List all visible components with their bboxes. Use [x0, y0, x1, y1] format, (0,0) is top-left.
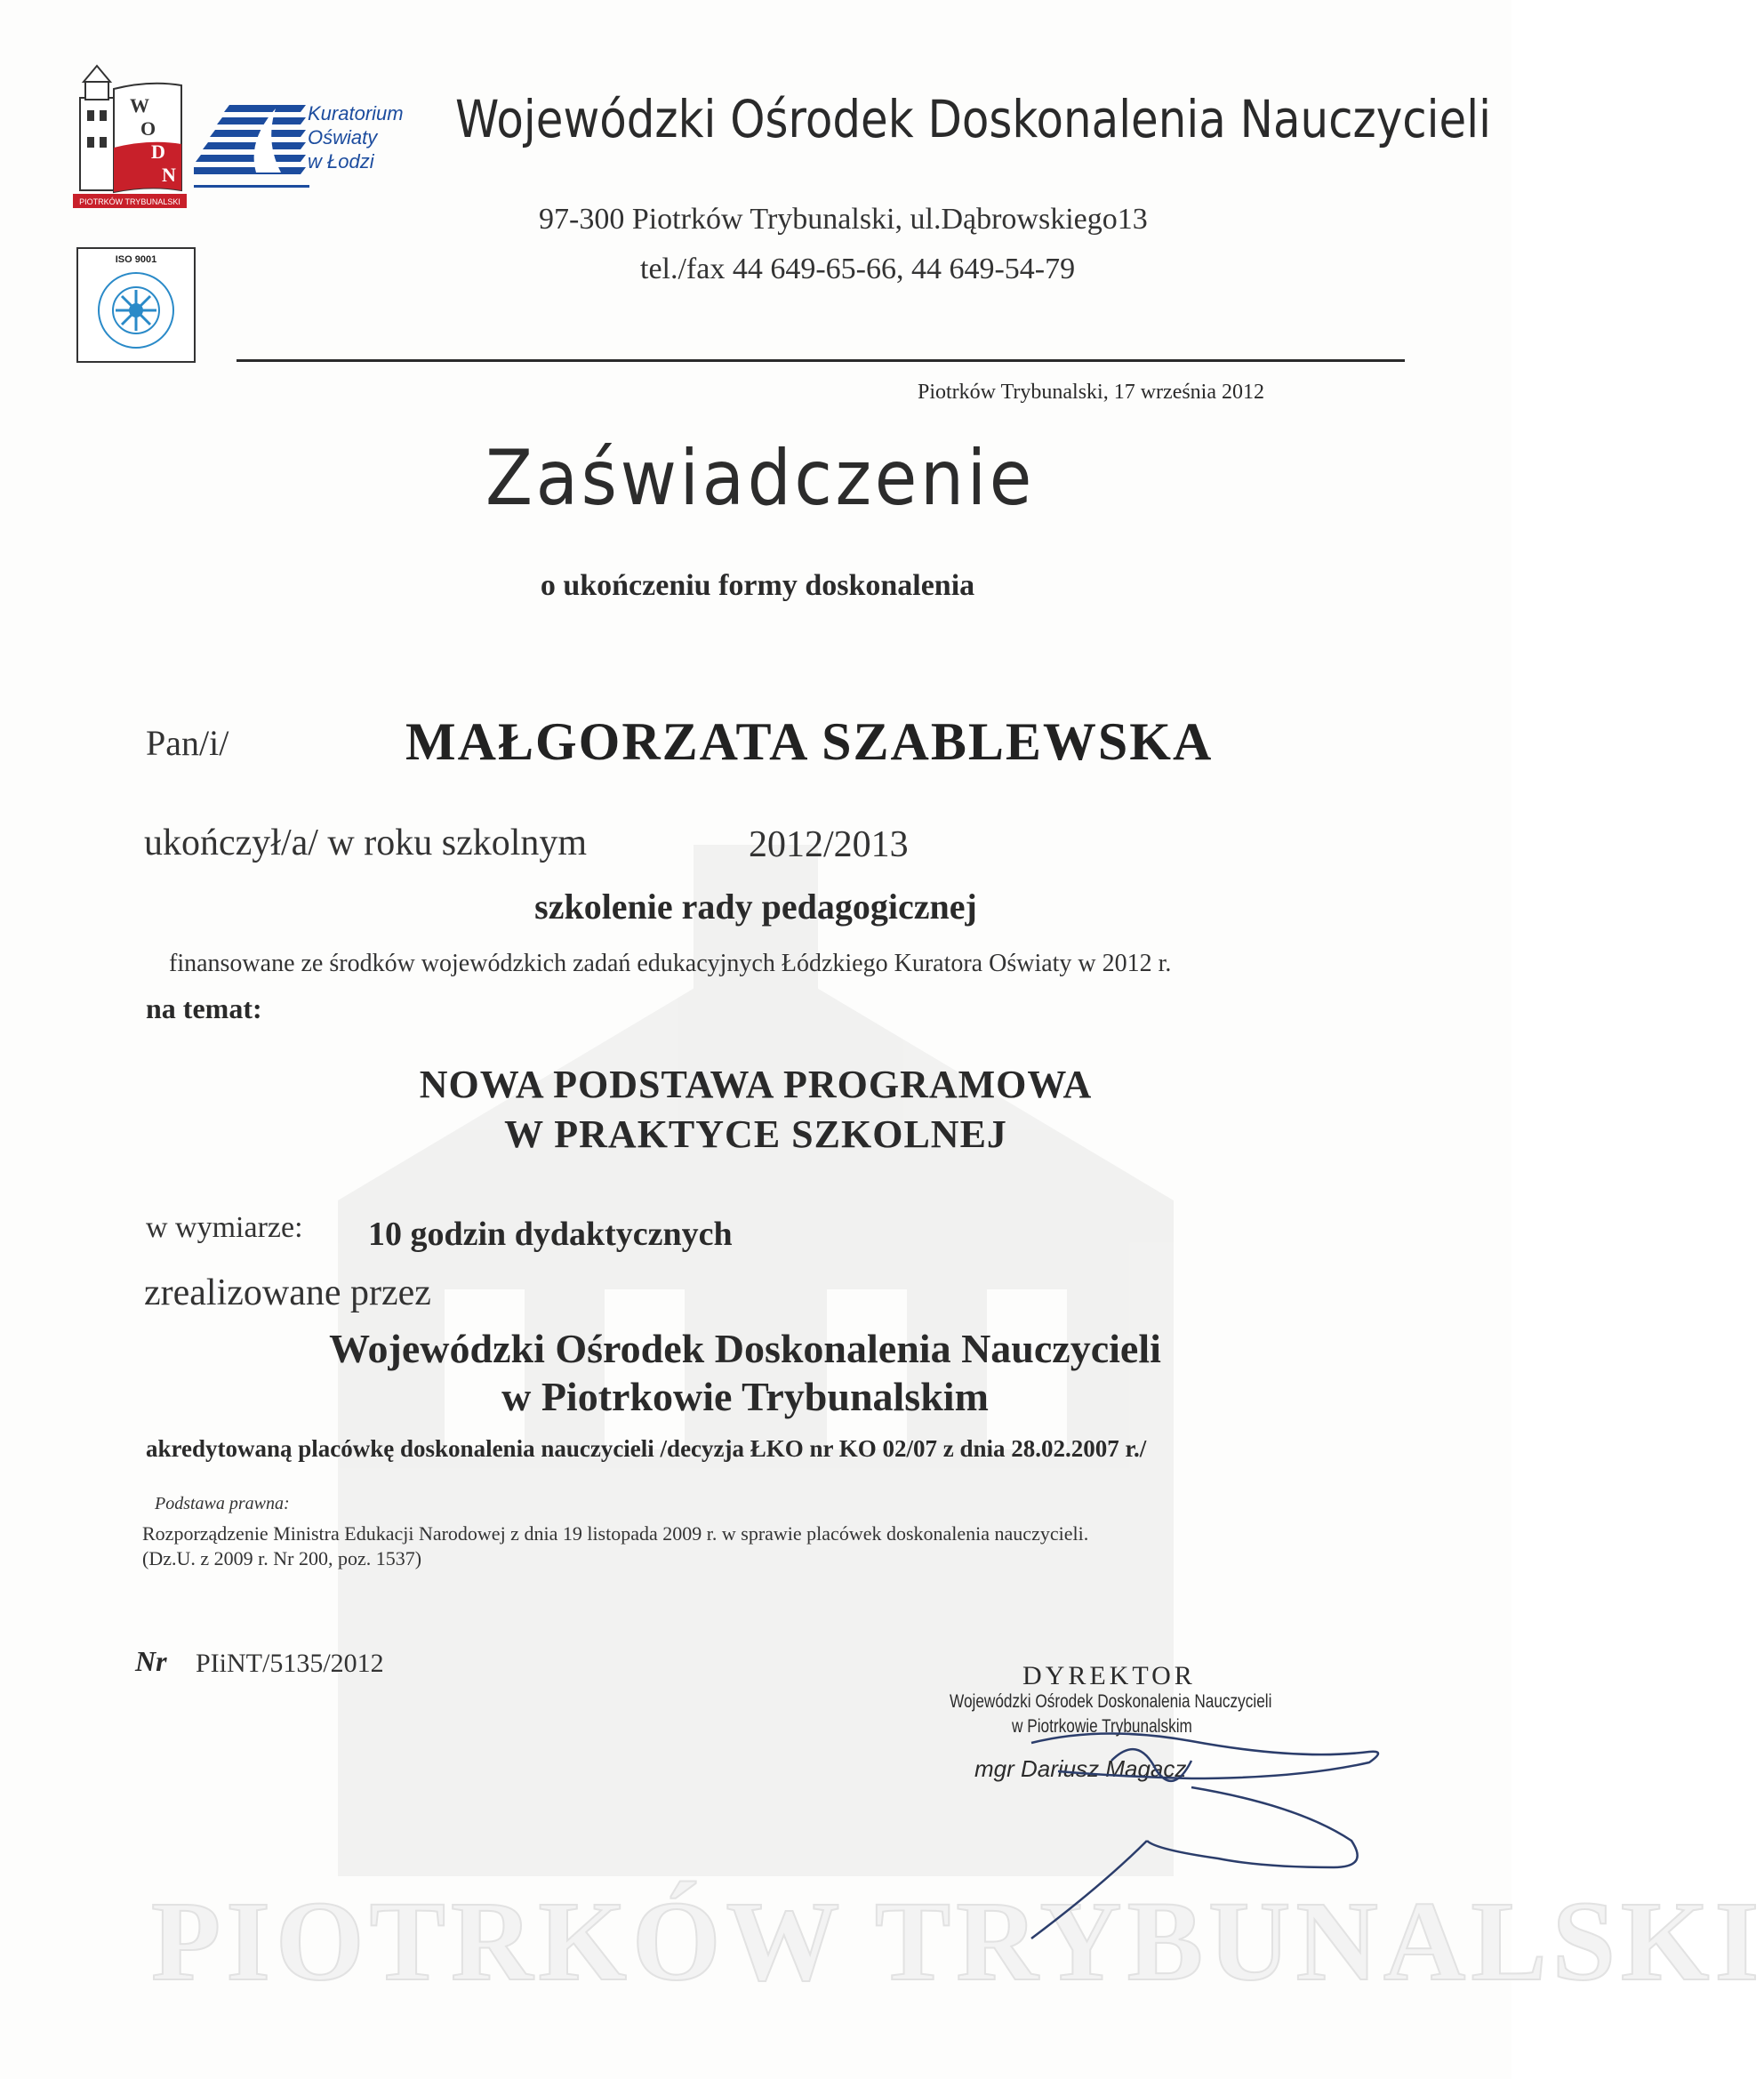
realizer-line-2: w Piotrkowie Trybunalskim: [501, 1374, 989, 1419]
wodn-letter-o: O: [140, 117, 156, 140]
wodn-letter-w: W: [130, 94, 149, 116]
accreditation-note: akredytowaną placówkę doskonalenia nauczycieli /decyzja ŁKO nr KO 02/07 z dnia 28.02.2007 r./: [146, 1435, 1147, 1462]
kuratorium-stripes-icon: [194, 96, 309, 196]
financing-note: finansowane ze środków wojewódzkich zadań edukacyjnych Łódzkiego Kuratora Oświaty w 2012 r.: [169, 950, 1172, 977]
certificate-number: PIiNT/5135/2012: [196, 1649, 384, 1678]
document-subtitle: o ukończeniu formy doskonalenia: [540, 569, 975, 602]
legal-basis-line-1: Rozporządzenie Ministra Edukacji Narodowej z dnia 19 listopada 2009 r. w sprawie placówek doskonalenia nauczycieli.: [142, 1522, 1089, 1545]
wodn-letter-n: N: [162, 164, 176, 186]
topic-line-1: NOWA PODSTAWA PROGRAMOWA: [419, 1063, 1093, 1106]
kuratorium-line-2: Oświaty: [308, 126, 378, 148]
stamp-director-name: mgr Dariusz Magacz: [974, 1755, 1187, 1782]
watermark-text: PIOTRKÓW TRYBUNALSKI: [151, 1878, 1764, 2004]
wodn-letter-d: D: [151, 140, 165, 163]
org-title: Wojewódzki Ośrodek Doskonalenia Nauczycieli: [455, 89, 1491, 149]
legal-basis-label: Podstawa prawna:: [155, 1494, 290, 1513]
realized-label: zrealizowane przez: [144, 1272, 431, 1313]
iso-label: ISO 9001: [115, 254, 157, 265]
iso-seal-icon: [96, 270, 176, 350]
header-divider: [237, 359, 1405, 362]
address-line: 97-300 Piotrków Trybunalski, ul.Dąbrowskiego13: [539, 203, 1148, 236]
realizer-line-1: Wojewódzki Ośrodek Doskonalenia Nauczycieli: [329, 1326, 1161, 1371]
scope-label: w wymiarze:: [146, 1211, 303, 1244]
training-type: szkolenie rady pedagogicznej: [534, 887, 977, 927]
stamp-line-1: Wojewódzki Ośrodek Doskonalenia Nauczycieli: [950, 1691, 1272, 1712]
legal-basis-line-2: (Dz.U. z 2009 r. Nr 200, poz. 1537): [142, 1547, 422, 1569]
school-year: 2012/2013: [749, 824, 909, 865]
iso-9001-badge: [76, 247, 196, 363]
kuratorium-text: [308, 101, 404, 173]
completed-label: ukończył/a/ w roku szkolnym: [144, 823, 588, 863]
recipient-label: Pan/i/: [146, 723, 229, 763]
scope-value: 10 godzin dydaktycznych: [368, 1216, 733, 1253]
kuratorium-logo: [194, 96, 416, 196]
wodn-logo: [73, 62, 187, 210]
recipient-name: MAŁGORZATA SZABLEWSKA: [405, 712, 1214, 771]
topic-label: na temat:: [146, 992, 262, 1024]
phone-line: tel./fax 44 649-65-66, 44 649-54-79: [640, 253, 1076, 285]
issue-date: Piotrków Trybunalski, 17 września 2012: [918, 381, 1264, 404]
handwritten-signature: [925, 1690, 1405, 1956]
kuratorium-line-3: w Łodzi: [308, 150, 374, 173]
stamp-title: DYREKTOR: [1022, 1661, 1196, 1690]
wodn-caption: PIOTRKÓW TRYBUNALSKI: [79, 197, 180, 206]
document-title: Zaświadczenie: [485, 434, 1035, 523]
number-label: Nr: [135, 1645, 167, 1677]
topic-line-2: W PRAKTYCE SZKOLNEJ: [504, 1112, 1007, 1156]
kuratorium-line-1: Kuratorium: [308, 102, 404, 124]
stamp-line-2: w Piotrkowie Trybunalskim: [1012, 1716, 1192, 1737]
